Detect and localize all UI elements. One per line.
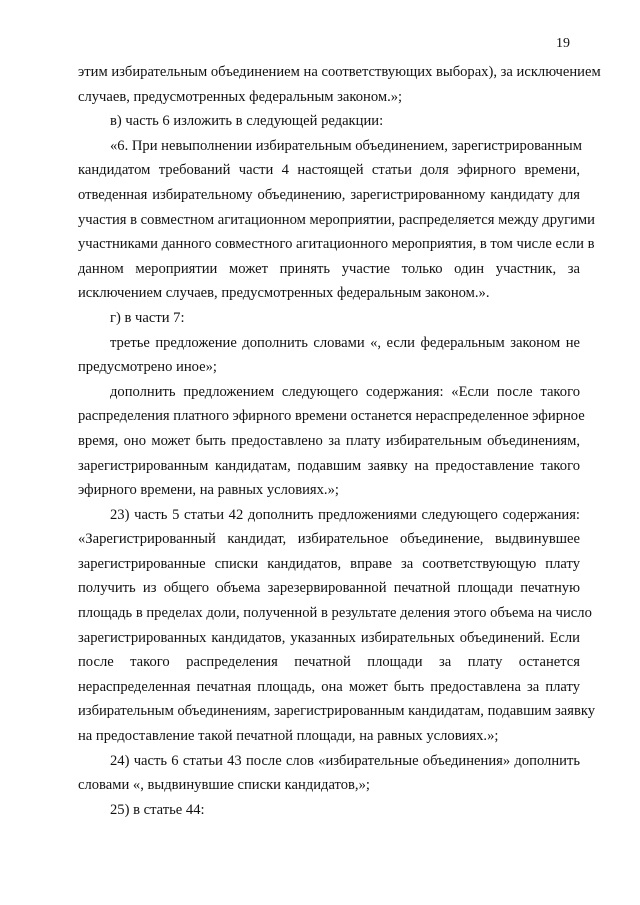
text-line: исключением случаев, предусмотренных федеральным законом.». — [78, 285, 490, 302]
text-line: данном мероприятии может принять участие только один участник, за — [78, 260, 580, 277]
text-line: случаев, предусмотренных федеральным законом.»; — [78, 88, 403, 105]
text-line: 24) часть 6 статьи 43 после слов «избирательные объединения» дополнить — [110, 752, 580, 769]
text-line: г) в части 7: — [110, 309, 185, 326]
text-line: словами «, выдвинувшие списки кандидатов,»; — [78, 777, 370, 794]
text-line: избирательным объединениям, зарегистрированным кандидатам, подавшим заявку — [78, 703, 596, 720]
text-line: на предоставление такой печатной площади, на равных условиях.»; — [78, 728, 499, 745]
text-line: зарегистрированным кандидатам, подавшим заявку на предоставление такого — [78, 457, 580, 474]
text-line: после такого распределения печатной площади за плату останется — [78, 654, 580, 671]
text-line: эфирного времени, на равных условиях.»; — [78, 482, 339, 499]
text-line: дополнить предложением следующего содержания: «Если после такого — [110, 383, 580, 400]
text-line: зарегистрированных кандидатов, указанных избирательных объединений. Если — [78, 629, 580, 646]
text-line: этим избирательным объединением на соответствующих выборах), за исключением — [78, 64, 601, 80]
document-body — [78, 60, 601, 822]
text-line: кандидатом требований части 4 настоящей статьи доля эфирного времени, — [78, 162, 580, 179]
text-line: «6. При невыполнении избирательным объединением, зарегистрированным — [110, 137, 582, 154]
text-line: отведенная избирательному объединению, зарегистрированному кандидату для — [78, 186, 580, 203]
text-line: нераспределенная печатная площадь, она может быть предоставлена за плату — [78, 678, 580, 695]
text-line: третье предложение дополнить словами «, если федеральным законом не — [110, 334, 580, 351]
text-line: получить из общего объема зарезервированной печатной площади печатную — [78, 580, 580, 597]
text-line: зарегистрированные списки кандидатов, вправе за соответствующую плату — [78, 555, 580, 572]
text-line: «Зарегистрированный кандидат, избирательное объединение, выдвинувшее — [78, 531, 580, 548]
text-line: время, оно может быть предоставлено за плату избирательным объединениям, — [78, 432, 580, 449]
page-number: 19 — [556, 36, 570, 51]
text-line: 25) в статье 44: — [110, 801, 205, 818]
text-line: площадь в пределах доли, полученной в результате деления этого объема на число — [78, 605, 592, 622]
text-line: предусмотрено иное»; — [78, 359, 217, 376]
text-line: 23) часть 5 статьи 42 дополнить предложениями следующего содержания: — [110, 506, 580, 523]
text-line: распределения платного эфирного времени останется нераспределенное эфирное — [78, 408, 585, 425]
text-line: в) часть 6 изложить в следующей редакции: — [110, 113, 384, 130]
text-line: участниками данного совместного агитационного мероприятия, в том числе если в — [78, 236, 595, 253]
text-line: участия в совместном агитационном мероприятии, распределяется между другими — [78, 211, 595, 228]
